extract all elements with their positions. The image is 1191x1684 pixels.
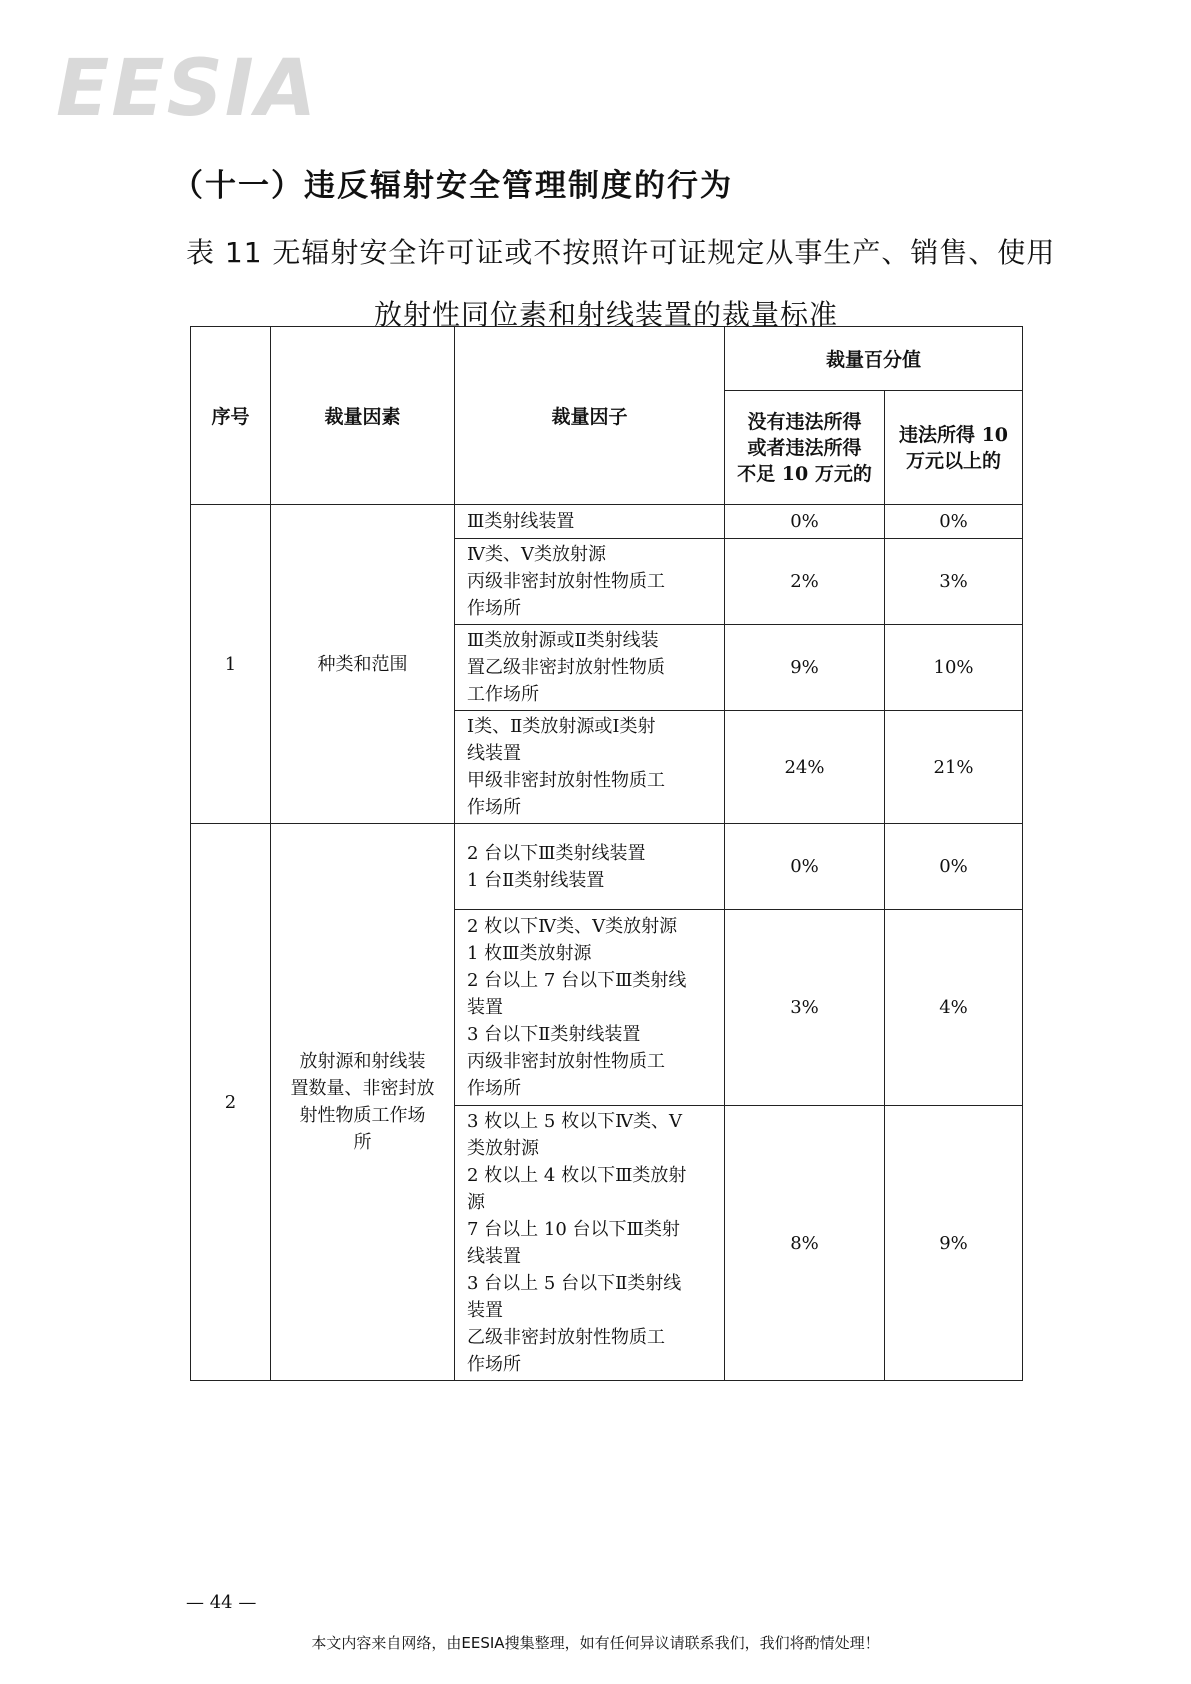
percent-income-over-100k-cell: 3% — [885, 539, 1023, 625]
percent-income-over-100k-cell: 9% — [885, 1106, 1023, 1381]
percent-income-over-100k-cell: 4% — [885, 910, 1023, 1106]
element-line: 放射源和射线装 — [299, 1051, 426, 1072]
header-percent-illegal-income-over-100k — [885, 391, 1023, 505]
factor-line: 工作场所 — [467, 684, 539, 705]
factor-line: 1 台Ⅱ类射线装置 — [467, 869, 605, 891]
factor-line: 线装置 — [467, 743, 521, 764]
element-cell — [271, 824, 455, 1381]
table-body — [191, 505, 1023, 1381]
percent-income-over-100k-cell: 21% — [885, 711, 1023, 824]
table-row — [191, 505, 1023, 539]
factor-line: Ⅳ类、Ⅴ类放射源 — [467, 544, 606, 565]
factor-line: 甲级非密封放射性物质工 — [467, 770, 665, 791]
percent-no-income-cell: 9% — [725, 625, 885, 711]
percent-income-over-100k-cell: 0% — [885, 505, 1023, 539]
header-seq: 序号 — [191, 327, 271, 505]
header-line: 违法所得 10 — [898, 423, 1009, 446]
discretion-standard-table — [190, 326, 1023, 1381]
factor-cell — [455, 1106, 725, 1381]
percent-income-over-100k-cell: 0% — [885, 824, 1023, 910]
element-cell — [271, 505, 455, 824]
factor-line: 7 台以上 10 台以下Ⅲ类射 — [467, 1219, 680, 1240]
percent-no-income-cell: 3% — [725, 910, 885, 1106]
factor-cell — [455, 910, 725, 1106]
header-line: 或者违法所得 — [747, 436, 862, 459]
percent-no-income-cell: 0% — [725, 505, 885, 539]
header-line: 万元以上的 — [906, 449, 1002, 472]
factor-line: 2 台以下Ⅲ类射线装置 — [467, 842, 646, 864]
factor-line: Ⅰ类、Ⅱ类放射源或Ⅰ类射 — [467, 716, 656, 737]
factor-line: 装置 — [467, 1300, 503, 1321]
factor-line: 作场所 — [467, 1354, 521, 1375]
factor-line: 丙级非密封放射性物质工 — [467, 1051, 665, 1072]
element-line: 所 — [353, 1132, 372, 1153]
page-number: — 44 — — [186, 1592, 257, 1613]
factor-cell — [455, 711, 725, 824]
header-factor: 裁量因子 — [455, 327, 725, 505]
percent-income-over-100k-cell: 10% — [885, 625, 1023, 711]
header-element: 裁量因素 — [271, 327, 455, 505]
factor-line: 3 台以下Ⅱ类射线装置 — [467, 1024, 641, 1045]
element-line: 射性物质工作场 — [299, 1105, 426, 1126]
table-row — [191, 824, 1023, 910]
element-line: 种类和范围 — [317, 653, 408, 675]
factor-line: 置乙级非密封放射性物质 — [467, 657, 665, 678]
factor-line: 装置 — [467, 997, 503, 1018]
factor-line: 2 枚以下Ⅳ类、Ⅴ类放射源 — [467, 916, 678, 937]
factor-line: Ⅲ类放射源或Ⅱ类射线装 — [467, 630, 659, 651]
header-line: 没有违法所得 — [747, 410, 862, 433]
seq-cell: 2 — [191, 824, 271, 1381]
factor-line: 3 枚以上 5 枚以下Ⅳ类、Ⅴ — [467, 1111, 683, 1132]
element-line: 置数量、非密封放 — [290, 1078, 435, 1099]
factor-line: 类放射源 — [467, 1138, 539, 1159]
percent-no-income-cell: 8% — [725, 1106, 885, 1381]
factor-line: 乙级非密封放射性物质工 — [467, 1327, 665, 1348]
factor-line: 2 枚以上 4 枚以下Ⅲ类放射 — [467, 1165, 687, 1186]
factor-line: 源 — [467, 1192, 485, 1213]
factor-line: Ⅲ类射线装置 — [467, 511, 575, 532]
factor-cell — [455, 824, 725, 910]
percent-no-income-cell: 24% — [725, 711, 885, 824]
table-title-line-1: 表 11 无辐射安全许可证或不按照许可证规定从事生产、销售、使用 — [186, 236, 1056, 269]
table-title-line-2: 放射性同位素和射线装置的裁量标准 — [373, 298, 838, 331]
section-heading: （十一）违反辐射安全管理制度的行为 — [172, 168, 733, 204]
header-percent: 裁量百分值 — [725, 327, 1023, 391]
footer-note: 本文内容来自网络，由EESIA搜集整理，如有任何异议请联系我们，我们将酌情处理！ — [311, 1634, 880, 1652]
factor-line: 线装置 — [467, 1246, 521, 1267]
seq-cell: 1 — [191, 505, 271, 824]
header-line: 不足 10 万元的 — [737, 462, 872, 485]
factor-line: 丙级非密封放射性物质工 — [467, 571, 665, 592]
factor-line: 1 枚Ⅲ类放射源 — [467, 943, 592, 964]
factor-line: 作场所 — [467, 1078, 521, 1099]
factor-cell — [455, 505, 725, 539]
eesia-logo: EESIA — [56, 44, 319, 134]
factor-line: 3 台以上 5 台以下Ⅱ类射线 — [467, 1273, 682, 1294]
factor-line: 作场所 — [467, 598, 521, 619]
factor-cell — [455, 625, 725, 711]
factor-cell — [455, 539, 725, 625]
factor-line: 2 台以上 7 台以下Ⅲ类射线 — [467, 970, 687, 991]
percent-no-income-cell: 2% — [725, 539, 885, 625]
header-percent-no-illegal-income — [725, 391, 885, 505]
percent-no-income-cell: 0% — [725, 824, 885, 910]
factor-line: 作场所 — [467, 797, 521, 818]
